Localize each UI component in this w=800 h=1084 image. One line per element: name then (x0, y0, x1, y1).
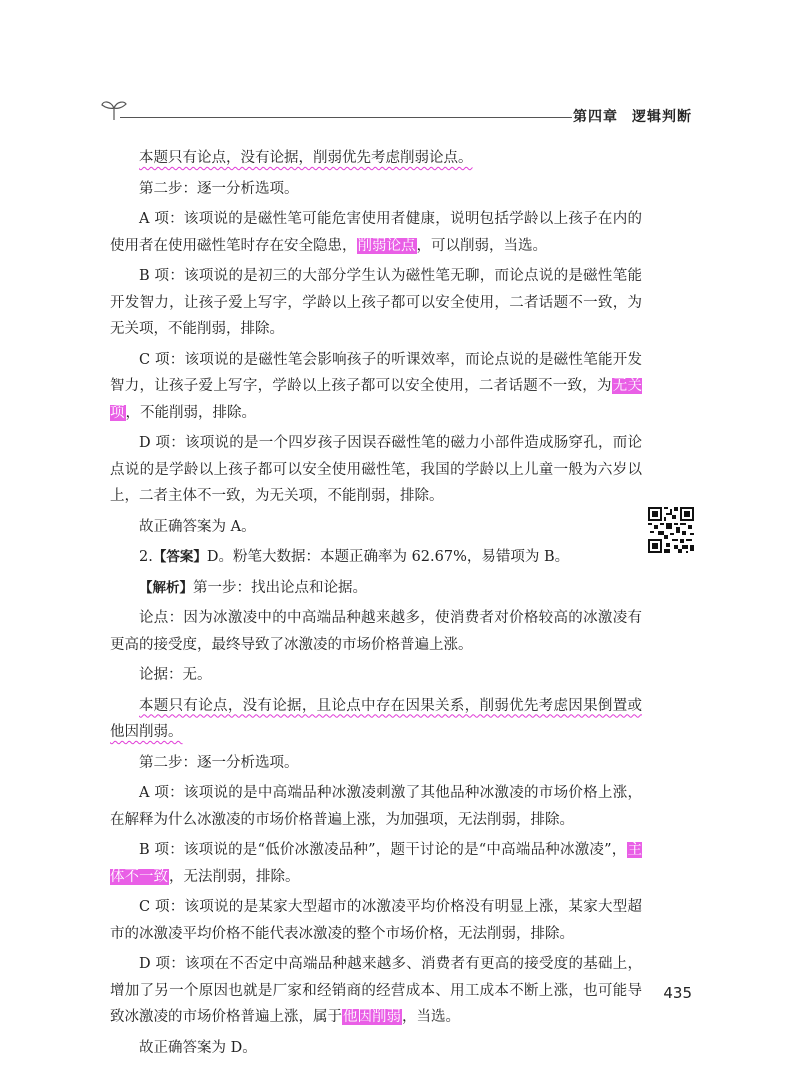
paragraph: D 项：该项说的是一个四岁孩子因误吞磁性笔的磁力小部件造成肠穿孔，而论点说的是学龄以上孩子都可以安全使用磁性笔，我国的学龄以上儿童一般为六岁以上，二者主体不一致，为无关项，不能削弱，排除。 (110, 435, 642, 504)
paragraph (110, 347, 642, 427)
paragraph (110, 206, 642, 259)
chapter-number: 第四章 (573, 109, 618, 125)
paragraph (110, 951, 642, 1031)
text: A 项：该项说的是磁性笔可能危害使用者健康，说明包括学龄以上孩子在内的使用者在使用磁性笔时存在安全隐患， (110, 211, 642, 254)
page-body (110, 145, 642, 1065)
header-rule (120, 117, 572, 118)
text: D 项：该项在不否定中高端品种越来越多、消费者有更高的接受度的基础上，增加了另一个原因也就是厂家和经销商的经营成本、用工成本不断上涨，也可能导致冰激凌的市场价格普遍上涨，属于 (110, 956, 642, 1025)
paragraph: 论点：因为冰激凌中的中高端品种越来越多，使消费者对价格较高的冰激凌有更高的接受度，最终导致了冰激凌的市场价格普遍上涨。 (110, 610, 642, 653)
paragraph: A 项：该项说的是中高端品种冰激凌刺激了其他品种冰激凌的市场价格上涨，在解释为什么冰激凌的市场价格普遍上涨，为加强项，无法削弱，排除。 (110, 785, 642, 828)
text: ，可以削弱，当选。 (416, 237, 547, 254)
page-number: 435 (663, 984, 692, 1002)
analysis-line (110, 575, 642, 602)
paragraph: 论据：无。 (139, 667, 212, 683)
chapter-section: 逻辑判断 (632, 109, 692, 125)
question-number: 2. (139, 549, 153, 565)
text: ，当选。 (402, 1009, 460, 1025)
paragraph (110, 837, 642, 890)
text: C 项：该项说的是磁性笔会影响孩子的听课效率，而论点说的是磁性笔能开发智力，让孩子爱上写字，学龄以上孩子都可以安全使用，二者话题不一致，为 (110, 351, 642, 394)
paragraph: B 项：该项说的是初三的大部分学生认为磁性笔无聊，而论点说的是磁性笔能开发智力，让孩子爱上写字，学龄以上孩子都可以安全使用，二者话题不一致，为无关项，不能削弱，排除。 (110, 268, 642, 337)
text: 第一步：找出论点和论据。 (193, 579, 367, 596)
paragraph: 第二步：逐一分析选项。 (139, 180, 299, 197)
analysis-tag: 【解析】 (139, 579, 193, 596)
highlight: 无关项 (110, 378, 643, 421)
wavy-underline-text: 本题只有论点，没有论据，且论点中存在因果关系，削弱优先考虑因果倒置或他因削弱。 (110, 697, 642, 740)
highlight: 削弱论点 (357, 237, 416, 254)
page-header (100, 96, 700, 126)
text: D。粉笔大数据：本题正确率为 62.67%，易错项为 B。 (206, 549, 570, 565)
text: ，不能削弱，排除。 (125, 404, 256, 421)
paragraph (110, 145, 642, 172)
answer-line (110, 544, 642, 571)
paragraph: 第二步：逐一分析选项。 (139, 754, 299, 771)
text: B 项：该项说的是“低价冰激凌品种”，题干讨论的是“中高端品种冰激凌”， (139, 842, 627, 858)
paragraph: 故正确答案为 A。 (139, 518, 256, 535)
chapter-title (573, 106, 692, 126)
wavy-underline-text: 本题只有论点，没有论据，削弱优先考虑削弱论点。 (139, 150, 473, 166)
paragraph: C 项：该项说的是某家大型超市的冰激凌平均价格没有明显上涨，某家大型超市的冰激凌平均价格不能代表冰激凌的整个市场价格，无法削弱，排除。 (110, 899, 642, 942)
highlight: 主体不一致 (110, 842, 642, 885)
sprout-icon (100, 96, 128, 122)
paragraph: 故正确答案为 D。 (139, 1039, 257, 1056)
text: ，无法削弱，排除。 (169, 868, 300, 885)
answer-tag: 【答案】 (152, 549, 207, 565)
highlight: 他因削弱 (343, 1009, 401, 1025)
paragraph (110, 693, 642, 746)
qr-code-icon[interactable] (648, 507, 694, 553)
